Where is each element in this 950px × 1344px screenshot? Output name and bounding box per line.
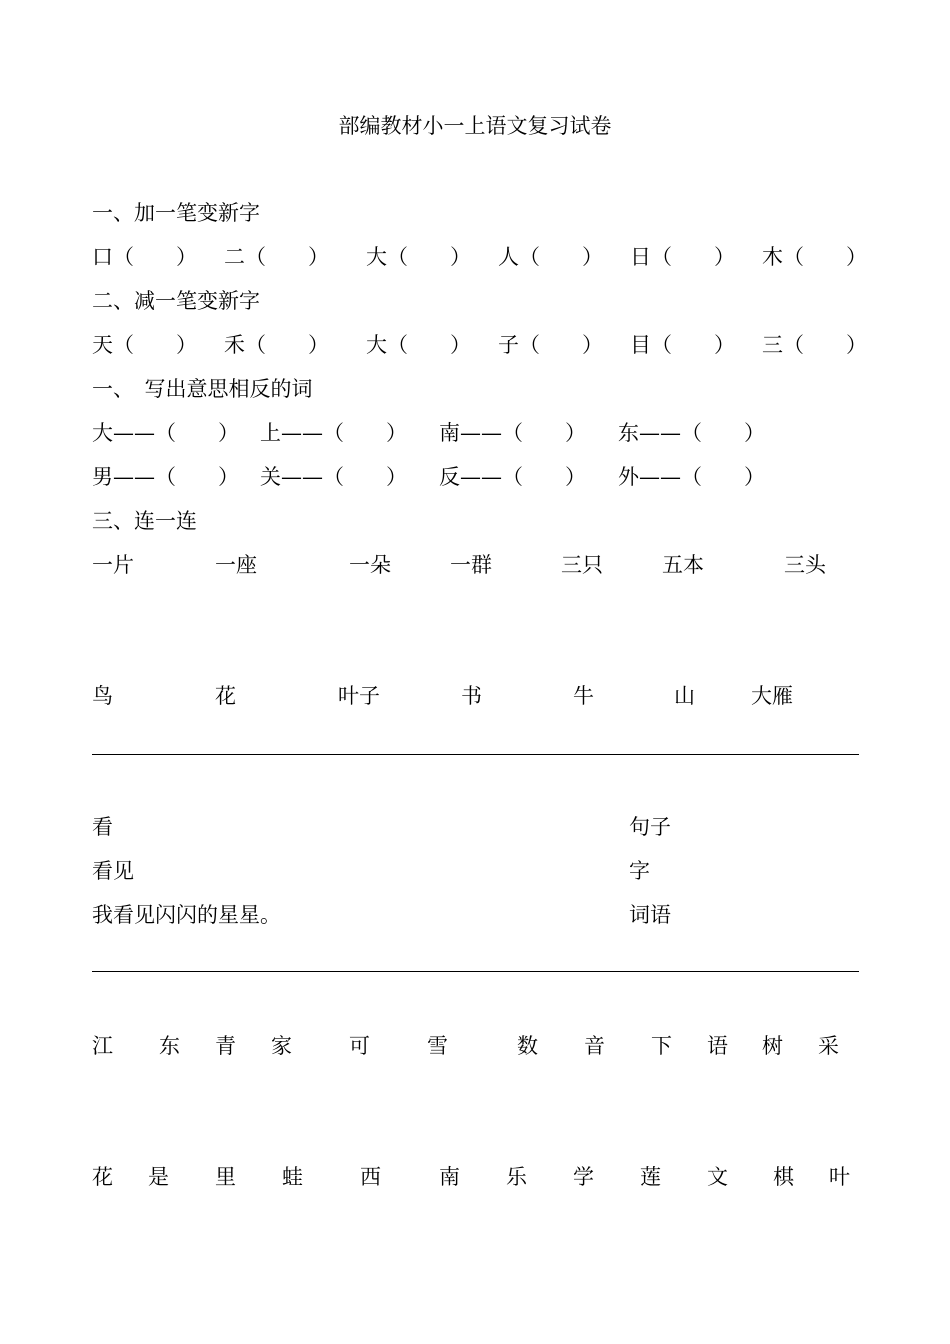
remove-stroke-item: 子（ ）: [498, 333, 603, 357]
char-item: 数: [517, 1034, 538, 1058]
match-left-item: 看: [92, 815, 113, 839]
remove-stroke-item: 目（ ）: [630, 333, 735, 357]
char-item: 下: [651, 1034, 672, 1058]
char-item: 学: [573, 1165, 594, 1189]
page-title: 部编教材小一上语文复习试卷: [338, 114, 612, 138]
antonym-item: 上——（ ）: [260, 421, 407, 445]
noun-word: 鸟: [92, 684, 113, 708]
add-stroke-item: 口（ ）: [92, 245, 197, 269]
add-stroke-item: 二（ ）: [224, 245, 329, 269]
match-left-item: 看见: [92, 859, 134, 883]
noun-word: 牛: [573, 684, 594, 708]
match-right-item: 字: [629, 859, 650, 883]
measure-word: 五本: [662, 553, 704, 577]
section-heading-remove-stroke: 二、减一笔变新字: [92, 289, 260, 313]
noun-word: 书: [461, 684, 482, 708]
char-item: 是: [148, 1165, 169, 1189]
char-item: 西: [360, 1165, 381, 1189]
match-left-item: 我看见闪闪的星星。: [92, 903, 281, 927]
antonym-item: 东——（ ）: [618, 421, 765, 445]
char-item: 语: [707, 1034, 728, 1058]
remove-stroke-item: 三（ ）: [762, 333, 867, 357]
noun-word: 叶子: [338, 684, 380, 708]
char-item: 可: [349, 1034, 370, 1058]
section-heading-add-stroke: 一、加一笔变新字: [92, 201, 260, 225]
char-item: 棋: [773, 1165, 794, 1189]
noun-word: 山: [674, 684, 695, 708]
char-item: 雪: [427, 1034, 448, 1058]
char-item: 东: [159, 1034, 180, 1058]
add-stroke-item: 人（ ）: [498, 245, 603, 269]
char-item: 青: [215, 1034, 236, 1058]
char-item: 乐: [506, 1165, 527, 1189]
noun-word: 花: [215, 684, 236, 708]
char-item: 树: [762, 1034, 783, 1058]
antonym-item: 大——（ ）: [92, 421, 239, 445]
char-item: 叶: [829, 1165, 850, 1189]
remove-stroke-item: 天（ ）: [92, 333, 197, 357]
char-item: 采: [818, 1034, 839, 1058]
measure-word: 三只: [561, 553, 603, 577]
add-stroke-item: 木（ ）: [762, 245, 867, 269]
remove-stroke-item: 大（ ）: [366, 333, 471, 357]
divider-line: [92, 754, 859, 755]
add-stroke-item: 日（ ）: [630, 245, 735, 269]
measure-word: 一群: [450, 553, 492, 577]
remove-stroke-item: 禾（ ）: [224, 333, 329, 357]
measure-word: 三头: [784, 553, 826, 577]
char-item: 里: [215, 1165, 236, 1189]
measure-word: 一片: [92, 553, 134, 577]
section-heading-antonyms: 一、 写出意思相反的词: [92, 377, 313, 401]
noun-word: 大雁: [751, 684, 793, 708]
match-right-item: 词语: [629, 903, 671, 927]
antonym-item: 南——（ ）: [439, 421, 586, 445]
antonym-item: 外——（ ）: [618, 465, 765, 489]
char-item: 莲: [640, 1165, 661, 1189]
add-stroke-item: 大（ ）: [366, 245, 471, 269]
divider-line: [92, 971, 859, 972]
antonym-item: 反——（ ）: [439, 465, 586, 489]
char-item: 文: [707, 1165, 728, 1189]
char-item: 音: [584, 1034, 605, 1058]
char-item: 江: [92, 1034, 113, 1058]
measure-word: 一座: [215, 553, 257, 577]
antonym-item: 关——（ ）: [260, 465, 407, 489]
section-heading-matching: 三、连一连: [92, 509, 197, 533]
char-item: 花: [92, 1165, 113, 1189]
char-item: 南: [439, 1165, 460, 1189]
char-item: 家: [271, 1034, 292, 1058]
char-item: 蛙: [282, 1165, 303, 1189]
match-right-item: 句子: [629, 815, 671, 839]
antonym-item: 男——（ ）: [92, 465, 239, 489]
measure-word: 一朵: [349, 553, 391, 577]
